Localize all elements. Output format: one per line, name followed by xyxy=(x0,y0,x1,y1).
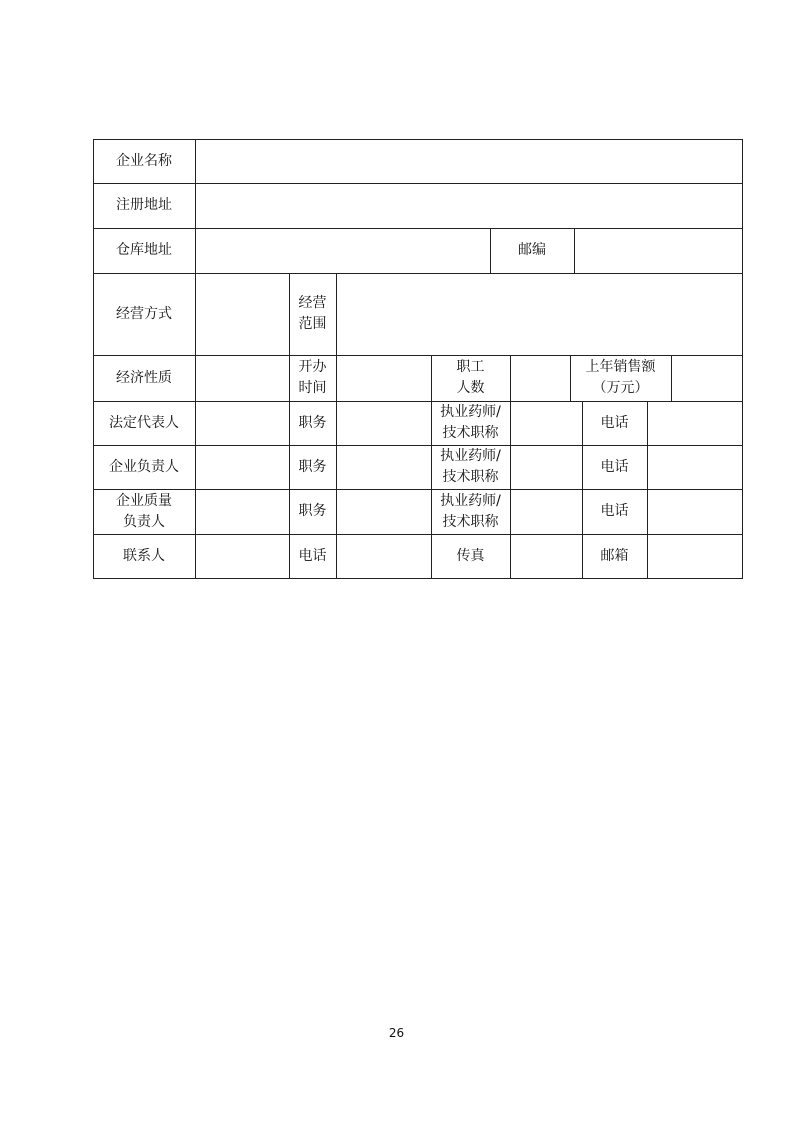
row-divider xyxy=(93,183,743,184)
column-divider xyxy=(431,355,432,579)
fax-label: 传真 xyxy=(456,548,485,564)
row-divider xyxy=(93,401,743,402)
column-divider xyxy=(574,228,575,273)
quality-head-label: 企业质量 负责人 xyxy=(116,492,172,530)
column-divider xyxy=(289,273,290,579)
economic-nature-label: 经济性质 xyxy=(116,369,172,386)
business-scope-label: 经营 范围 xyxy=(298,295,327,332)
company-head-position-label: 职务 xyxy=(298,458,327,475)
contact-phone-label: 电话 xyxy=(298,548,327,564)
company-head-phone-label: 电话 xyxy=(600,458,629,475)
company-name-label: 企业名称 xyxy=(116,152,172,169)
postcode-label: 邮编 xyxy=(518,242,546,258)
company-head-title-label: 执业药师/ 技术职称 xyxy=(440,448,501,485)
row-divider xyxy=(93,228,743,229)
column-divider xyxy=(647,401,648,579)
registered-address-label: 注册地址 xyxy=(116,197,172,213)
company-head-label: 企业负责人 xyxy=(109,458,179,475)
column-divider xyxy=(510,355,511,401)
column-divider xyxy=(510,401,511,579)
founding-time-label: 开办 时间 xyxy=(298,359,327,396)
legal-rep-label: 法定代表人 xyxy=(109,414,179,431)
row-divider xyxy=(93,489,743,490)
column-divider xyxy=(195,139,196,579)
legal-rep-position-label: 职务 xyxy=(298,414,327,431)
row-divider xyxy=(93,355,743,356)
legal-rep-phone-label: 电话 xyxy=(600,414,629,431)
legal-rep-title-label: 执业药师/ 技术职称 xyxy=(440,404,501,441)
business-mode-label: 经营方式 xyxy=(116,305,172,322)
column-divider xyxy=(570,355,571,401)
last-year-sales-label: 上年销售额 （万元） xyxy=(585,359,656,396)
form-border xyxy=(93,139,743,579)
column-divider xyxy=(490,228,491,273)
column-divider xyxy=(582,401,583,579)
quality-head-position-label: 职务 xyxy=(298,503,327,519)
row-divider xyxy=(93,445,743,446)
email-label: 邮箱 xyxy=(600,548,629,564)
column-divider xyxy=(336,273,337,579)
warehouse-address-label: 仓库地址 xyxy=(116,242,172,258)
page-number: 26 xyxy=(388,1026,405,1040)
row-divider xyxy=(93,534,743,535)
contact-label: 联系人 xyxy=(123,548,165,564)
enterprise-info-form xyxy=(93,139,743,579)
quality-head-phone-label: 电话 xyxy=(600,503,629,519)
quality-head-title-label: 执业药师/ 技术职称 xyxy=(440,492,501,530)
staff-count-label: 职工 人数 xyxy=(456,359,485,396)
row-divider xyxy=(93,273,743,274)
column-divider xyxy=(671,355,672,401)
